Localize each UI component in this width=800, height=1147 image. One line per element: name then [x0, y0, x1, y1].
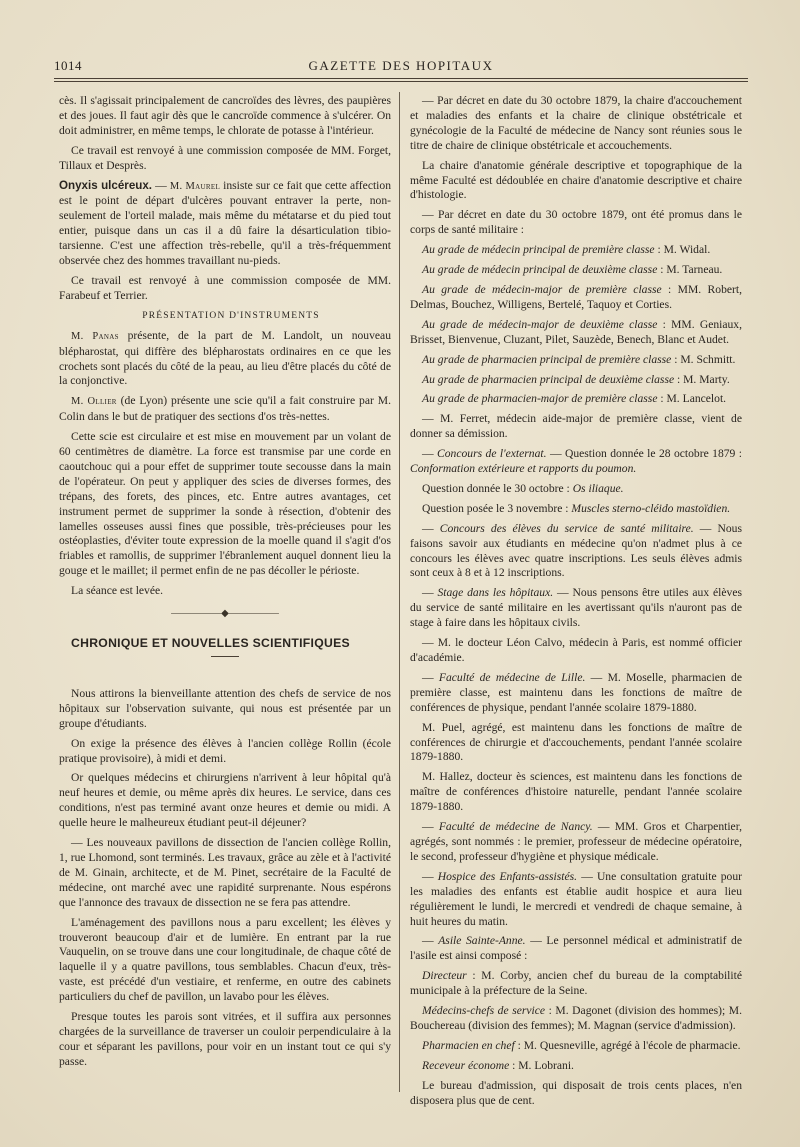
- right-column: [410, 94, 742, 1113]
- promotion-names: : M. Schmitt.: [671, 352, 736, 366]
- paragraph: [410, 447, 742, 477]
- dash: —: [422, 820, 439, 834]
- paragraph-text: insiste sur ce fait que cette affection est le point de départ d'ulcères pouvant entraver la perte, non-seulement de l'orteil malade, mais même du métatarse et du pied tout entier, puisque dans un cas il a dû faire la désarticulation tibio-tarsienne. C'est une affection très-rebelle, qu'il a très-fréquemment observée chez des hommes travaillant nu-pieds.: [59, 178, 391, 268]
- paragraph-text: — Question donnée le 28 octobre 1879 :: [546, 447, 743, 461]
- paragraph: Or quelques médecins et chirurgiens n'arrivent à leur hôpital qu'à neuf heures et demie, ou même après dix heures. Le service, dans ces conditions, n'est pas terminé avant onze heures et demie ou midi. A quelle heure le malheureux étudiant peut-il déjeuner?: [59, 771, 391, 830]
- section-title: Onyxis ulcéreux.: [59, 178, 153, 192]
- promotion-entry: [410, 243, 742, 258]
- paragraph: M. Puel, agrégé, est maintenu dans les fonctions de maître de conférences de chirurgie et d'accouchements, pendant l'année scolaire 1879-1880.: [410, 720, 742, 764]
- promotion-names: : M. Tarneau.: [657, 263, 723, 277]
- paragraph-text: (de Lyon) présente une scie qu'il a fait construire par M. Colin dans le but de pratiquer des sections d'os très-nettes.: [59, 394, 391, 424]
- paragraph: Ce travail est renvoyé à une commission composée de MM. Farabeuf et Terrier.: [59, 273, 391, 302]
- promotion-entry: [410, 373, 742, 388]
- paragraph: L'aménagement des pavillons nous a paru excellent; les élèves y trouveront beaucoup d'air et de lumière. En entrant par la rue Vauquelin, on se trouve dans une cour longitudinale, de chaque côté de laquelle il y a quatre pavillons, tous semblables. Chacun d'eux, très-vaste, est précédé d'un vestiaire, et renferme, en outre des cabinets particuliers du chef de pavillon, un lavabo pour les élèves.: [59, 915, 391, 1004]
- paragraph: [410, 671, 742, 716]
- grade-label: Au grade de médecin principal de première classe: [422, 243, 655, 257]
- paragraph-text: présente, de la part de M. Landolt, un nouveau blépharostat, qui diffère des blépharostats ordinaires en ce que les crochets sont placés du côté de la peau, au lieu d'être placés du côté de la conjonctive.: [59, 328, 391, 388]
- header-rule-double: [54, 81, 748, 82]
- paragraph: [410, 870, 742, 930]
- promotion-entry: [410, 263, 742, 278]
- journal-title: GAZETTE DES HOPITAUX: [308, 58, 494, 73]
- item-title: Faculté de médecine de Lille.: [438, 670, 586, 684]
- paragraph: [59, 394, 391, 425]
- paragraph: [410, 482, 742, 497]
- item-title: Hospice des Enfants-assistés.: [437, 869, 578, 883]
- question-text: Os iliaque.: [572, 481, 624, 495]
- page-header: [54, 58, 748, 76]
- paragraph: Cette scie est circulaire et est mise en mouvement par un volant de 60 centimètres de diamètre. La force est transmise par une corde en caoutchouc qui a pour effet de supprimer toute secousse dans la main de l'opérateur. On peut y appliquer des scies de diverses formes, des trépans, des forets, des pinces, etc. Entre autres avantages, cet instrument permet de supprimer la sonde à résection, d'obtenir des lamelles osseuses aussi fines que possible, très-précieuses pour les ostéoplasties, d'éviter toute expression de la moelle quand il s'agit d'os friables et ramollis, de supprimer l'ébranlement auquel donnent lieu la gouge et le maillet; il permet enfin de ne pas décoller le périoste.: [59, 430, 391, 578]
- paragraph: Ce travail est renvoyé à une commission composée de MM. Forget, Tillaux et Desprès.: [59, 143, 391, 172]
- dash: —: [422, 521, 440, 535]
- header-rule: [54, 78, 748, 79]
- staff-entry: [410, 1059, 742, 1074]
- dash: —: [422, 869, 438, 883]
- promotion-names: : MM. Robert, Delmas, Bouchez, Willigens, Bertelé, Taquoy et Corties.: [410, 282, 742, 311]
- paragraph: cès. Il s'agissait principalement de cancroïdes des lèvres, des paupières et des joues. Il faut agir dès que le cancroïde commence à s'ulcérer. On doit administrer, en même temps, le chlorate de potasse à l'intérieur.: [59, 94, 391, 137]
- grade-label: Au grade de médecin principal de deuxième classe: [422, 263, 658, 277]
- author-name: M. Ollier: [71, 396, 117, 408]
- paragraph: — Par décret en date du 30 octobre 1879, la chaire d'accouchement et maladies des enfants et la chaire de clinique obstétricale et gynécologie de la Faculté de médecine de Nancy sont réunies sous le titre de chaire de clinique obstétricale et accouchements.: [410, 94, 742, 152]
- paragraph: Nous attirons la bienveillante attention des chefs de service de nos hôpitaux sur l'observation suivante, qui nous est présentée par un groupe d'étudiants.: [59, 686, 391, 730]
- staff-names: : M. Corby, ancien chef du bureau de la comptabilité municipale à la préfecture de la Seine.: [410, 969, 742, 998]
- grade-label: Au grade de pharmacien-major de première classe: [422, 392, 658, 406]
- promotion-names: : M. Marty.: [674, 372, 730, 386]
- paragraph: M. Hallez, docteur ès sciences, est maintenu dans les fonctions de maître de conférences d'histoire naturelle, pendant l'année scolaire 1879-1880.: [410, 770, 742, 814]
- left-column: [59, 94, 391, 1075]
- dash: —: [422, 447, 438, 461]
- promotion-names: : M. Widal.: [654, 243, 711, 257]
- staff-role: Pharmacien en chef: [422, 1038, 515, 1052]
- short-rule: [211, 656, 239, 657]
- promotion-entry: [410, 353, 742, 368]
- dash: —: [422, 586, 438, 600]
- column-divider: [399, 92, 400, 1092]
- paragraph: [59, 179, 391, 269]
- staff-role: Receveur économe: [422, 1058, 510, 1072]
- paragraph-text: — Le personnel médical et administratif de l'asile est ainsi composé :: [410, 934, 743, 963]
- paragraph-text: Question posée le 3 novembre :: [422, 501, 572, 515]
- item-title: Concours des élèves du service de santé militaire.: [439, 521, 694, 535]
- paragraph: La chaire d'anatomie générale descriptive et topographique de la même Faculté est dédoublée en chaire d'anatomie descriptive et chaire d'histologie.: [410, 158, 742, 202]
- paragraph-text: — M. Moselle, pharmacien de première classe, est maintenu dans les fonctions de maître de conférences de physique, pendant l'année scolaire 1879-1880.: [410, 670, 742, 714]
- paragraph: On exige la présence des élèves à l'ancien collège Rollin (école pratique provisoire), à midi et demi.: [59, 736, 391, 765]
- question-text: Muscles sterno-cléido mastoïdien.: [571, 501, 731, 515]
- author-name: M. Panas: [71, 330, 119, 342]
- paragraph: [410, 934, 742, 964]
- promotion-names: : M. Lancelot.: [657, 392, 727, 406]
- staff-entry: [410, 1039, 742, 1054]
- item-title: Stage dans les hôpitaux.: [437, 586, 554, 600]
- promotion-entry: [410, 283, 742, 313]
- grade-label: Au grade de médecin-major de deuxième classe: [422, 317, 658, 331]
- paragraph: — Par décret en date du 30 octobre 1879, ont été promus dans le corps de santé militaire :: [410, 208, 742, 237]
- staff-role: Médecins-chefs de service: [422, 1004, 546, 1018]
- paragraph: — M. Ferret, médecin aide-major de première classe, vient de donner sa démission.: [410, 412, 742, 441]
- author-name: M. Maurel: [169, 180, 221, 192]
- paragraph: [410, 502, 742, 517]
- dash: —: [152, 178, 170, 192]
- item-title: Concours de l'externat.: [437, 447, 547, 461]
- staff-names: : M. Lobrani.: [509, 1058, 574, 1072]
- grade-label: Au grade de pharmacien principal de deuxième classe: [422, 372, 675, 386]
- grade-label: Au grade de pharmacien principal de première classe: [422, 352, 672, 366]
- chronique-heading: CHRONIQUE ET NOUVELLES SCIENTIFIQUES: [71, 636, 350, 650]
- question-text: Conformation extérieure et rapports du poumon.: [410, 462, 637, 476]
- dash: —: [422, 670, 439, 684]
- paragraph: [59, 329, 391, 390]
- paragraph-text: — Une consultation gratuite pour les maladies des enfants est établie audit hospice et aura lieu régulièrement le lundi, le mercredi et vendredi de chaque semaine, à huit heures du matin.: [410, 869, 742, 928]
- dash: —: [422, 934, 439, 948]
- promotion-entry: [410, 318, 742, 348]
- paragraph-text: Question donnée le 30 octobre :: [422, 481, 573, 495]
- page-number: 1014: [54, 58, 82, 73]
- paragraph: [410, 522, 742, 582]
- item-title: Faculté de médecine de Nancy.: [438, 820, 593, 834]
- paragraph: Presque toutes les parois sont vitrées, et il suffira aux personnes chargées de la surveillance de traverser un couloir perpendiculaire à la cour et séparant les pavillons, pour voir en un instant tout ce qui s'y passe.: [59, 1010, 391, 1068]
- staff-names: : M. Quesneville, agrégé à l'école de pharmacie.: [514, 1038, 741, 1052]
- staff-entry: [410, 1004, 742, 1034]
- staff-role: Directeur: [422, 969, 467, 983]
- staff-entry: [410, 969, 742, 999]
- paragraph: — M. le docteur Léon Calvo, médecin à Paris, est nommé officier d'académie.: [410, 636, 742, 664]
- paragraph-text: — Nous faisons savoir aux étudiants en médecine qu'on n'admet plus à ce concours les élèves avec quatre inscriptions. Les seuls élèves admis sont ceux à 8 et à 12 inscriptions.: [410, 521, 742, 580]
- item-title: Asile Sainte-Anne.: [438, 934, 526, 948]
- paragraph-text: — MM. Gros et Charpentier, agrégés, sont nommés : le premier, professeur de médecine opératoire, le second, professeur d'hygiène et physique médicale.: [410, 820, 742, 863]
- section-heading: PRÉSENTATION D'INSTRUMENTS: [142, 310, 320, 321]
- promotion-names: : MM. Geniaux, Brisset, Bienvenue, Cluzant, Pilet, Sauzède, Benech, Blanc et Audet.: [410, 317, 742, 346]
- promotion-entry: [410, 392, 742, 407]
- ornament-divider: —————◆—————: [171, 608, 279, 620]
- paragraph: — Les nouveaux pavillons de dissection de l'ancien collège Rollin, 1, rue Lhomond, sont terminés. Les travaux, grâce au zèle et à l'activité de M. Ginain, architecte, et de M. Pinet, secrétaire de la Faculté de médecine, ont marché avec une rapidité surprenante. Nous espérons que l'annonce des travaux de dissection ne se fera pas attendre.: [59, 836, 391, 909]
- paragraph: Le bureau d'admission, qui disposait de trois cents places, n'en disposera plus que de cent.: [410, 1078, 742, 1107]
- paragraph: [410, 586, 742, 631]
- paragraph-text: — Nous pensons être utiles aux élèves du service de santé militaire en les avertissant qu'ils n'auront pas de stage à faire dans les hôpitaux civils.: [410, 586, 742, 630]
- grade-label: Au grade de médecin-major de première classe: [422, 282, 662, 296]
- staff-names: : M. Dagonet (division des hommes); M. Bouchereau (division des femmes); M. Magnan (service d'admission).: [410, 1004, 742, 1032]
- paragraph: La séance est levée.: [71, 584, 164, 598]
- paragraph: [410, 820, 742, 865]
